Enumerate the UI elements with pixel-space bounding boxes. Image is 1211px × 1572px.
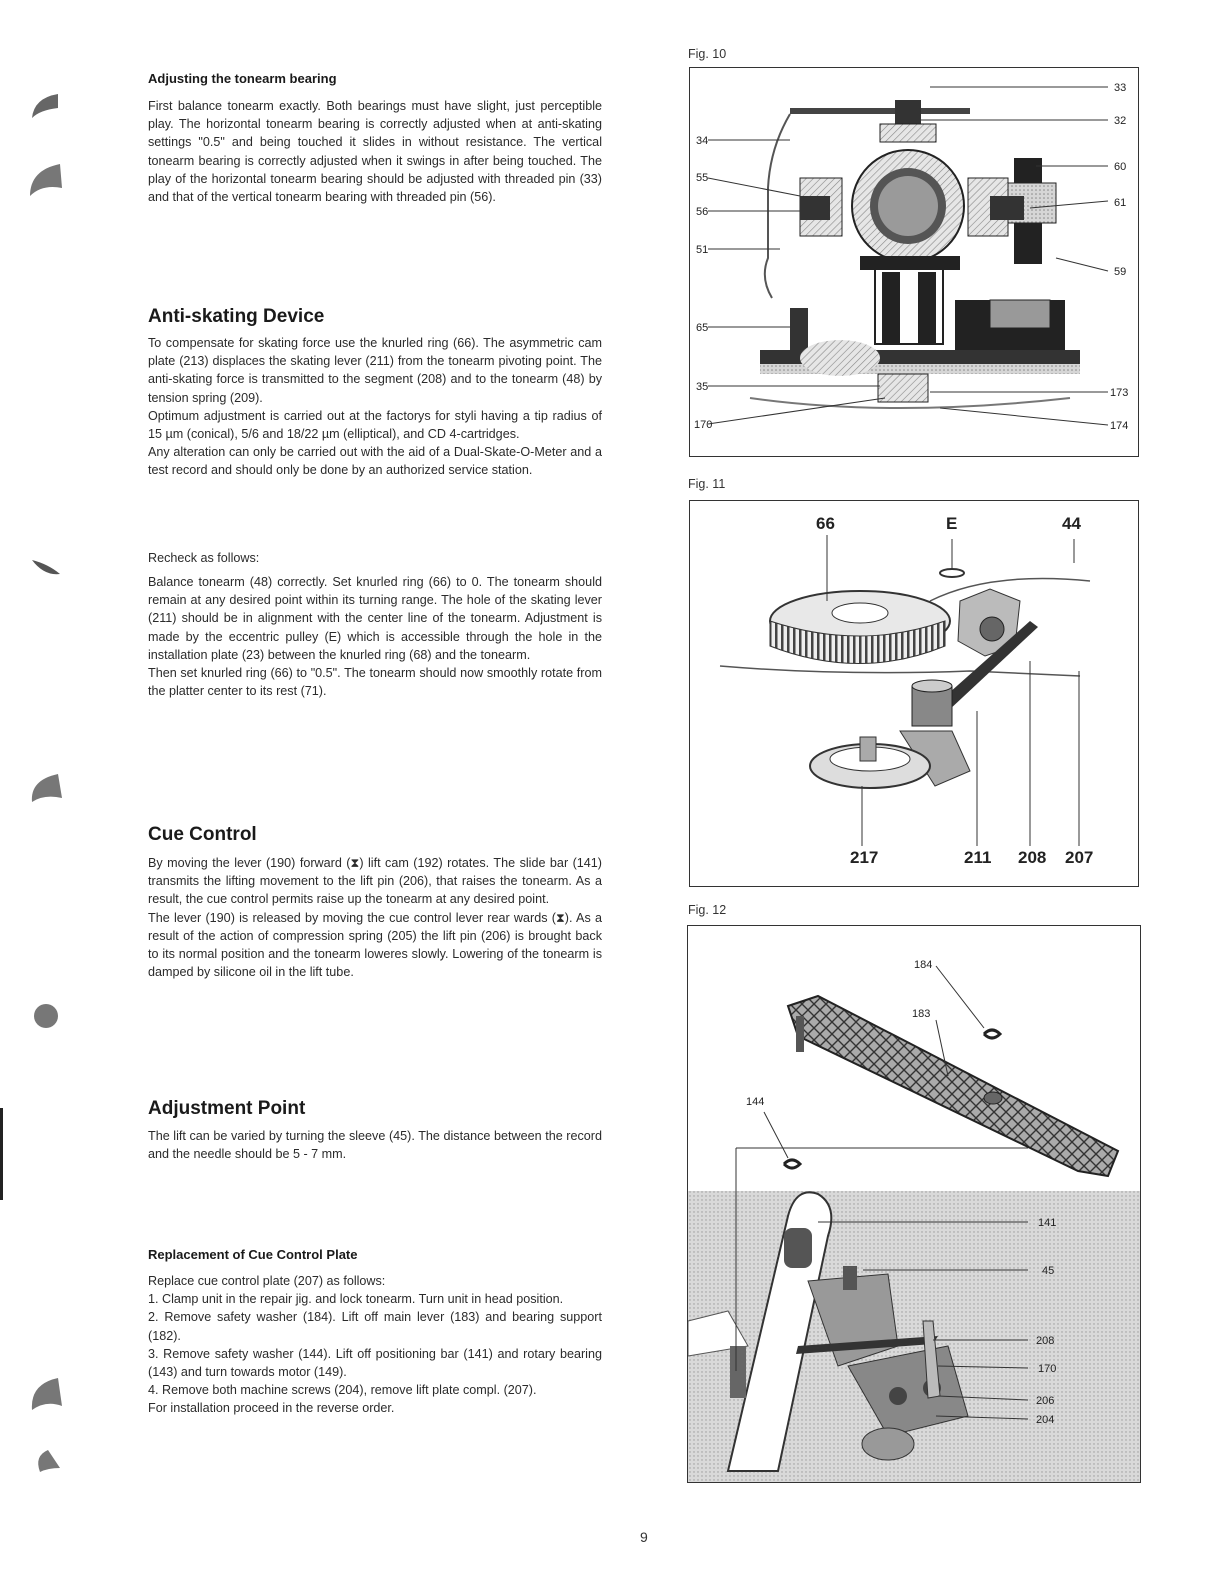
paragraph-adjustment-point: The lift can be varied by turning the sleeve (45). The distance between the record and the needle should be 5 - 7 mm.	[148, 1129, 602, 1162]
recheck-label: Recheck as follows:	[148, 551, 260, 565]
heading-adjustment-point: Adjustment Point	[148, 1098, 306, 1119]
fig12-callout-184: 184	[914, 959, 933, 971]
fig10-callout-55: 55	[696, 172, 709, 184]
paragraph-recheck: Balance tonearm (48) correctly. Set knurled ring (66) to 0. The tonearm should remain at any desired point within its turning range. The hole of the skating lever (211) should be in alignment with the center line of the tonearm. Adjustment is made by the eccentric pulley (E) which is accessible through the hole in the installation plate (23) between the knurled ring (68) and the tonearm. Then set knurled ring (66) to "0.5". The tonearm should now smoothly rotate from the platter center to its rest (71).	[148, 575, 602, 699]
fig12-callout-170: 170	[1038, 1363, 1057, 1375]
fig11-callout-208: 208	[1018, 848, 1047, 867]
binder-mark-icon	[24, 1000, 64, 1030]
heading-anti-skating: Anti-skating Device	[148, 306, 325, 327]
step-2: 2. Remove safety washer (184). Lift off main lever (183) and bearing support (182).	[148, 1310, 602, 1343]
heading-replacement: Replacement of Cue Control Plate	[148, 1247, 358, 1262]
fig10-diagram	[689, 67, 1139, 457]
step-1: 1. Clamp unit in the repair jig. and lock tonearm. Turn unit in head position.	[148, 1292, 564, 1307]
fig10-callout-173: 173	[1110, 387, 1129, 399]
fig11-callout-66: 66	[816, 514, 835, 533]
fig10-callout-32: 32	[1114, 115, 1127, 127]
fig11-callout-207: 207	[1065, 848, 1094, 867]
fig10-callout-65: 65	[696, 322, 709, 334]
fig10-callout-56: 56	[696, 206, 709, 218]
fig10-callout-174: 174	[1110, 420, 1129, 432]
binder-mark-icon	[24, 162, 64, 202]
fig12-callout-204: 204	[1036, 1414, 1055, 1426]
paragraph-replacement: Replace cue control plate (207) as follows: 1. Clamp unit in the repair jig. and lock tonearm. Turn unit in head position. 2. Remove safety washer (184). Lift off main lever (183) and bearing support (182). 3. Remove safety washer (144). Lift off positioning bar (141) and rotary bearing (143) and turn towards motor (149). 4. Remove both machine screws (204), remove lift plate compl. (207). For installation proceed in the reverse order.	[148, 1274, 602, 1416]
fig11-label: Fig. 11	[688, 477, 726, 491]
page-number: 9	[640, 1529, 648, 1545]
binder-mark-icon	[24, 92, 64, 122]
fig11-callout-E: E	[946, 514, 958, 533]
fig10-callout-170: 170	[694, 419, 713, 431]
fig12-callout-206: 206	[1036, 1395, 1055, 1407]
fig12-diagram	[687, 925, 1141, 1483]
binder-mark-icon	[24, 1448, 64, 1476]
fig11-callout-44: 44	[1062, 514, 1081, 533]
fig12-callout-144: 144	[746, 1096, 765, 1108]
binder-mark-icon	[24, 772, 64, 806]
fig11-diagram	[689, 500, 1139, 887]
fig10-callout-61: 61	[1114, 197, 1127, 209]
fig11-callout-217: 217	[850, 848, 879, 867]
fig10-callout-51: 51	[696, 244, 709, 256]
fig12-callout-45: 45	[1042, 1265, 1055, 1277]
fig10-callout-35: 35	[696, 381, 709, 393]
binder-mark-icon	[24, 556, 64, 578]
fig10-label: Fig. 10	[688, 47, 727, 61]
fig12-callout-208: 208	[1036, 1335, 1055, 1347]
heading-tonearm-bearing: Adjusting the tonearm bearing	[148, 71, 337, 86]
fig12-callout-141: 141	[1038, 1217, 1057, 1229]
fig10-callout-60: 60	[1114, 161, 1127, 173]
fig12-callout-183: 183	[912, 1008, 931, 1020]
fig10-callout-33: 33	[1114, 82, 1127, 94]
binder-mark-icon	[24, 1376, 64, 1416]
edge-line	[0, 1108, 3, 1200]
fig10-callout-59: 59	[1114, 266, 1127, 278]
paragraph-anti-skating: To compensate for skating force use the knurled ring (66). The asymmetric cam plate (213) displaces the skating lever (211) from the tonearm pivoting point. The anti-skating force is transmitted to the segment (208) and to the tonearm (48) by tension spring (209). Optimum adjustment is carried out at the factorys for styli having a tip radius of 15 µm (conical), 5/6 and 18/22 µm (elliptical), and CD 4-cartridges. Any alteration can only be carried out with the aid of a Dual-Skate-O-Meter and a test record and should only be done by an authorized service station.	[148, 336, 602, 478]
fig10-callout-34: 34	[696, 135, 709, 147]
step-4: 4. Remove both machine screws (204), remove lift plate compl. (207).	[148, 1383, 537, 1398]
paragraph-tonearm-bearing: First balance tonearm exactly. Both bearings must have slight, just perceptible play. The horizontal tonearm bearing is correctly adjusted when at anti-skating settings "0.5" and being touched it slides in without resistance. The vertical tonearm bearing is correctly adjusted when it swings in after being touched. The play of the horizontal tonearm bearing should be adjusted with threaded pin (33) and that of the vertical tonearm bearing with threaded pin (56).	[148, 99, 602, 205]
fig12-label: Fig. 12	[688, 903, 727, 917]
fig11-callout-211: 211	[964, 848, 992, 867]
step-3: 3. Remove safety washer (144). Lift off positioning bar (141) and rotary bearing (143) and turn towards motor (149).	[148, 1346, 602, 1380]
paragraph-cue-control: By moving the lever (190) forward (⧗) lift cam (192) rotates. The slide bar (141) transmits the lifting movement to the lift pin (206), that raises the tonearm. As a result, the cue control permits raise up the tonearm at any desired point. The lever (190) is released by moving the cue control lever rear wards (⧗). As a result of the action of compression spring (205) the lift pin (206) is brought back to its normal position and the tonearm loweres slowly. Lowering of the tonearm is damped by silicone oil in the lift tube.	[148, 856, 602, 980]
heading-cue-control: Cue Control	[148, 824, 257, 845]
